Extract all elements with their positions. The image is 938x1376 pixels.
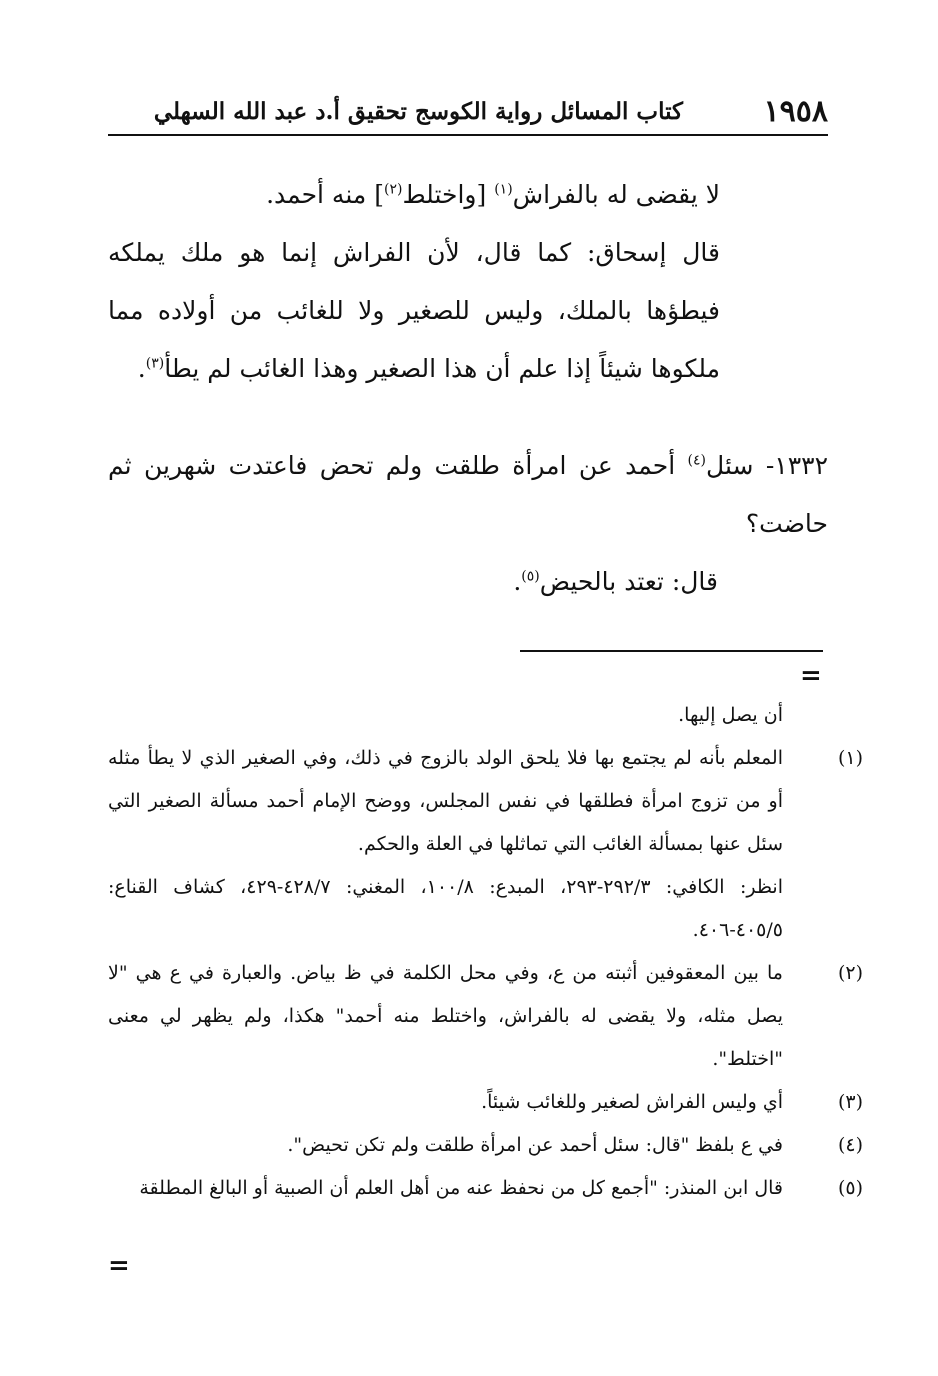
main-text (108, 166, 720, 398)
continuation-mark-top: = (800, 661, 822, 691)
footnote-2-number: (٢) (837, 962, 863, 984)
page-header (108, 92, 828, 132)
question-text: ١٣٣٢- سئل$^{(٤)}$ أحمد عن امرأة طلقت ولم تحض فاعتدت شهرين ثم حاضت؟ (108, 451, 828, 538)
footnote-ref-1: (١) (494, 181, 513, 198)
footnote-5-number: (٥) (837, 1177, 863, 1199)
footnote-ref-4: (٤) (687, 452, 707, 469)
main-line-1: لا يقضى له بالفراش$^{(١)}$ [واختلط$^{(٢)}$] منه أحمد. (266, 180, 720, 209)
running-title: كتاب المسائل رواية الكوسج تحقيق أ.د عبد الله السهلي (153, 98, 683, 125)
question-number: ١٣٣٢- (765, 451, 828, 480)
footnotes (108, 694, 863, 1210)
footnote-continuation: أن يصل إليها. (678, 704, 783, 726)
footnote-1-references: انظر: الكافي: ٢٩٢/٣-٢٩٣، المبدع: ١٠٠/٨، المغني: ٤٢٨/٧-٤٢٩، كشاف القناع: ٤٠٥/٥-٤٠٦. (108, 876, 783, 941)
footnote-4-number: (٤) (837, 1134, 863, 1156)
footnote-1: (١)المعلم بأنه لم يجتمع بها فلا يلحق الولد بالزوج في ذلك، وفي الصغير الذي لا يطأ مثله أو من تزوج امرأة فطلقها في نفس المجلس، ووضح الإمام أحمد مسألة الصغير التي سئل عنها بمسألة الغائب التي تماثلها في العلة والحكم. (108, 737, 823, 866)
footnote-separator (520, 650, 823, 652)
main-paragraph-2: قال إسحاق: كما قال، لأن الفراش إنما هو ملك يملكه فيطؤها بالملك، وليس للصغير ولا للغائب من أولاده مما ملكوها شيئاً إذا علم أن هذا الصغير وهذا الغائب لم يطأ$^{(٣)}$. (108, 238, 720, 383)
footnote-2: (٢)ما بين المعقوفين أثبته من ع، وفي محل الكلمة في ظ بياض. والعبارة في ع هي "لا يصل مثله، ولا يقضى له بالفراش، واختلط منه أحمد" هكذا، ولم يظهر لي معنى "اختلط". (108, 952, 823, 1081)
footnote-3: (٣)أي وليس الفراش لصغير وللغائب شيئاً. (108, 1081, 823, 1124)
answer-text: قال: تعتد بالحيض$^{(٥)}$. (513, 567, 718, 596)
footnote-ref-5: (٥) (521, 568, 540, 585)
footnote-1-number: (١) (837, 747, 863, 769)
header-rule (108, 134, 828, 136)
footnote-ref-2: (٢) (383, 181, 403, 198)
footnote-ref-3: (٣) (145, 355, 165, 372)
page-number: ١٩٥٨ (763, 94, 828, 129)
question-entry-1332 (108, 437, 828, 611)
footnote-4: (٤)في ع بلفظ "قال: سئل أحمد عن امرأة طلقت ولم تكن تحيض". (108, 1124, 823, 1167)
continuation-mark-bottom: = (108, 1251, 130, 1281)
footnote-5: (٥)قال ابن المنذر: "أجمع كل من نحفظ عنه من أهل العلم أن الصبية أو البالغ المطلقة (108, 1167, 823, 1210)
footnote-3-number: (٣) (837, 1091, 863, 1113)
